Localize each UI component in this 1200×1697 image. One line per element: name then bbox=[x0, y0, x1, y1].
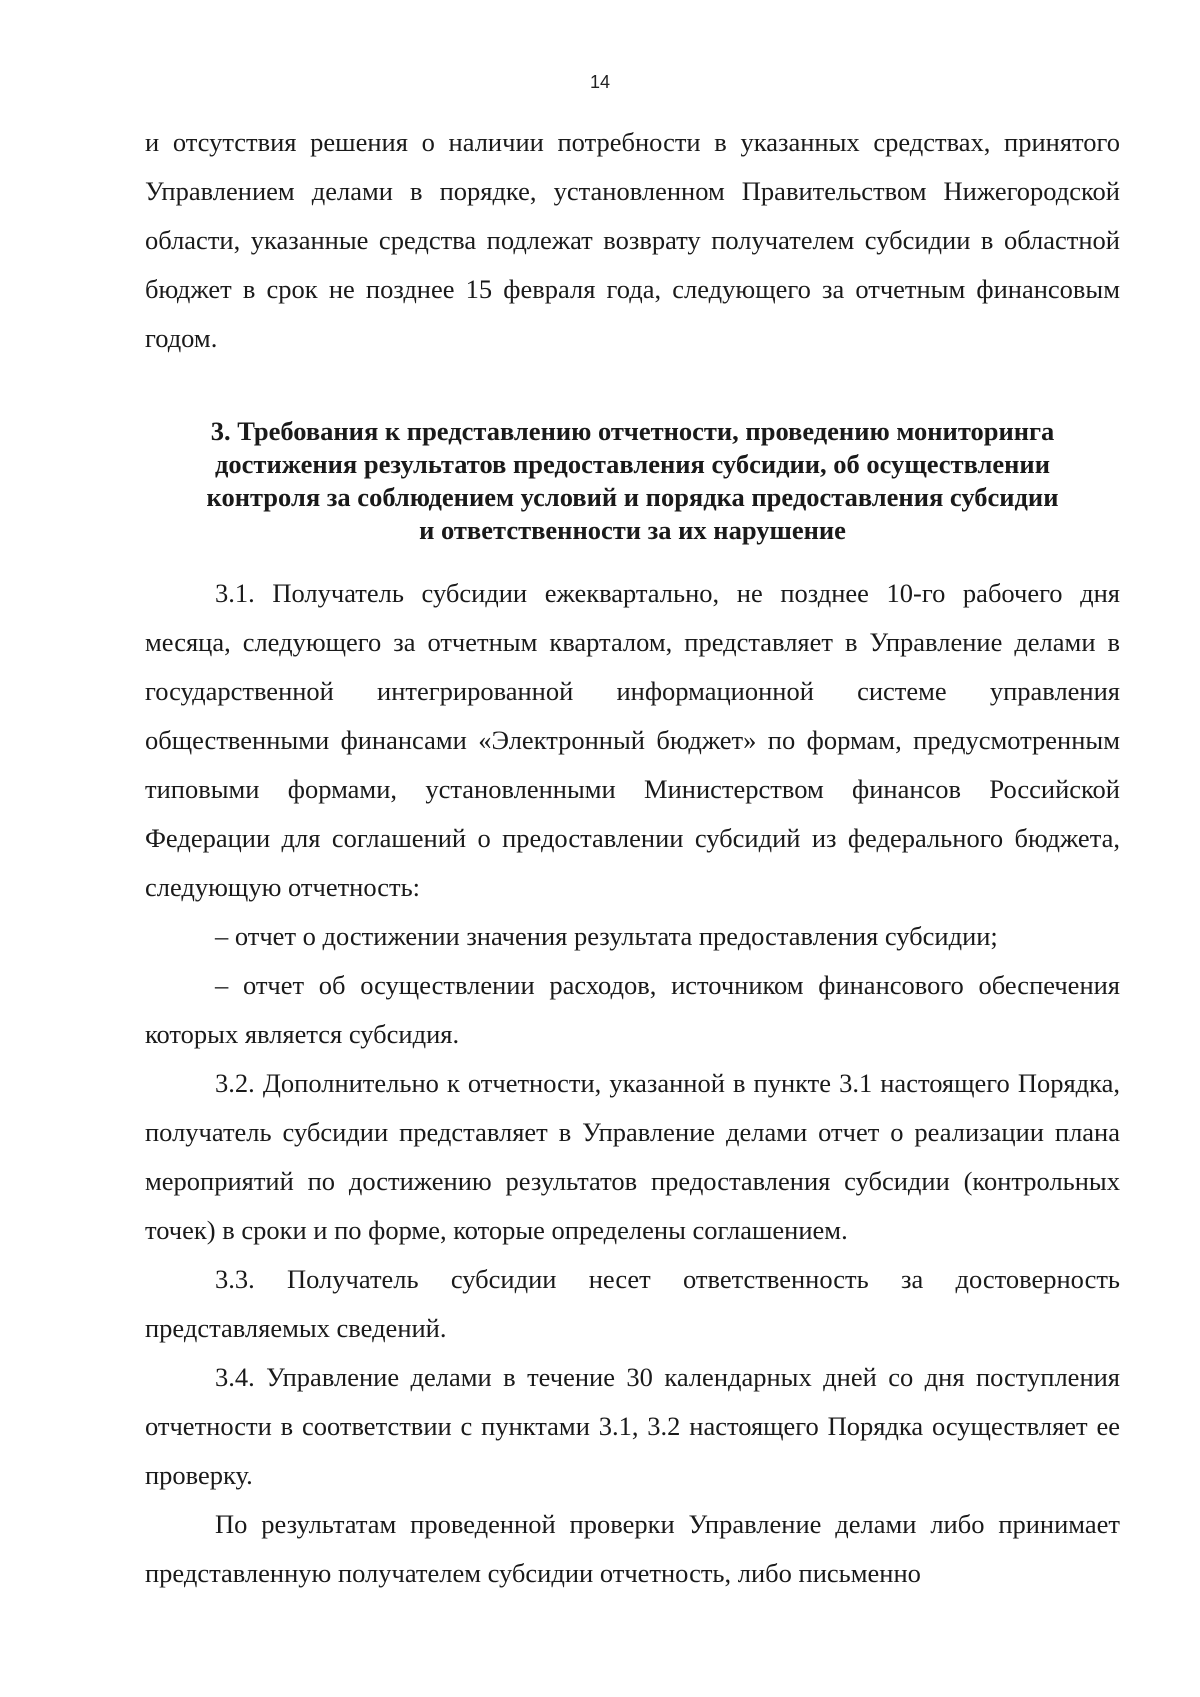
paragraph-3-4: 3.4. Управление делами в течение 30 календарных дней со дня поступления отчетности в соответствии с пунктами 3.1, 3.2 настоящего Порядка осуществляет ее проверку. bbox=[145, 1362, 1120, 1490]
section-heading-line: контроля за соблюдением условий и порядка предоставления субсидии bbox=[206, 482, 1059, 512]
section-heading-line: достижения результатов предоставления субсидии, об осуществлении bbox=[215, 449, 1050, 479]
paragraph-3-2: 3.2. Дополнительно к отчетности, указанной в пункте 3.1 настоящего Порядка, получатель субсидии представляет в Управление делами отчет о реализации плана мероприятий по достижению результатов предоставления субсидии (контрольных точек) в сроки и по форме, которые определены соглашением. bbox=[145, 1068, 1120, 1245]
document-body bbox=[145, 118, 1120, 1598]
page-number: 14 bbox=[589, 72, 611, 92]
section-heading-line: и ответственности за их нарушение bbox=[419, 515, 846, 545]
paragraph-check-results: По результатам проведенной проверки Управление делами либо принимает представленную получателем субсидии отчетность, либо письменно bbox=[145, 1509, 1120, 1588]
section-heading bbox=[145, 415, 1120, 547]
paragraph-3-3: 3.3. Получатель субсидии несет ответственность за достоверность представляемых сведений. bbox=[145, 1264, 1120, 1343]
section-heading-line: 3. Требования к представлению отчетности, проведению мониторинга bbox=[210, 416, 1055, 446]
list-item-report-result: – отчет о достижении значения результата предоставления субсидии; bbox=[215, 921, 998, 951]
list-item-report-expenses: – отчет об осуществлении расходов, источником финансового обеспечения которых является субсидия. bbox=[145, 970, 1120, 1049]
intro-paragraph: и отсутствия решения о наличии потребности в указанных средствах, принятого Управлением делами в порядке, установленном Правительством Нижегородской области, указанные средства подлежат возврату получателем субсидии в областной бюджет в срок не позднее 15 февраля года, следующего за отчетным финансовым годом. bbox=[145, 127, 1120, 353]
paragraph-3-1: 3.1. Получатель субсидии ежеквартально, не позднее 10-го рабочего дня месяца, следующего за отчетным кварталом, представляет в Управление делами в государственной интегрированной информационной системе управления общественными финансами «Электронный бюджет» по формам, предусмотренным типовыми формами, установленными Министерством финансов Российской Федерации для соглашений о предоставлении субсидий из федерального бюджета, следующую отчетность: bbox=[145, 578, 1120, 902]
